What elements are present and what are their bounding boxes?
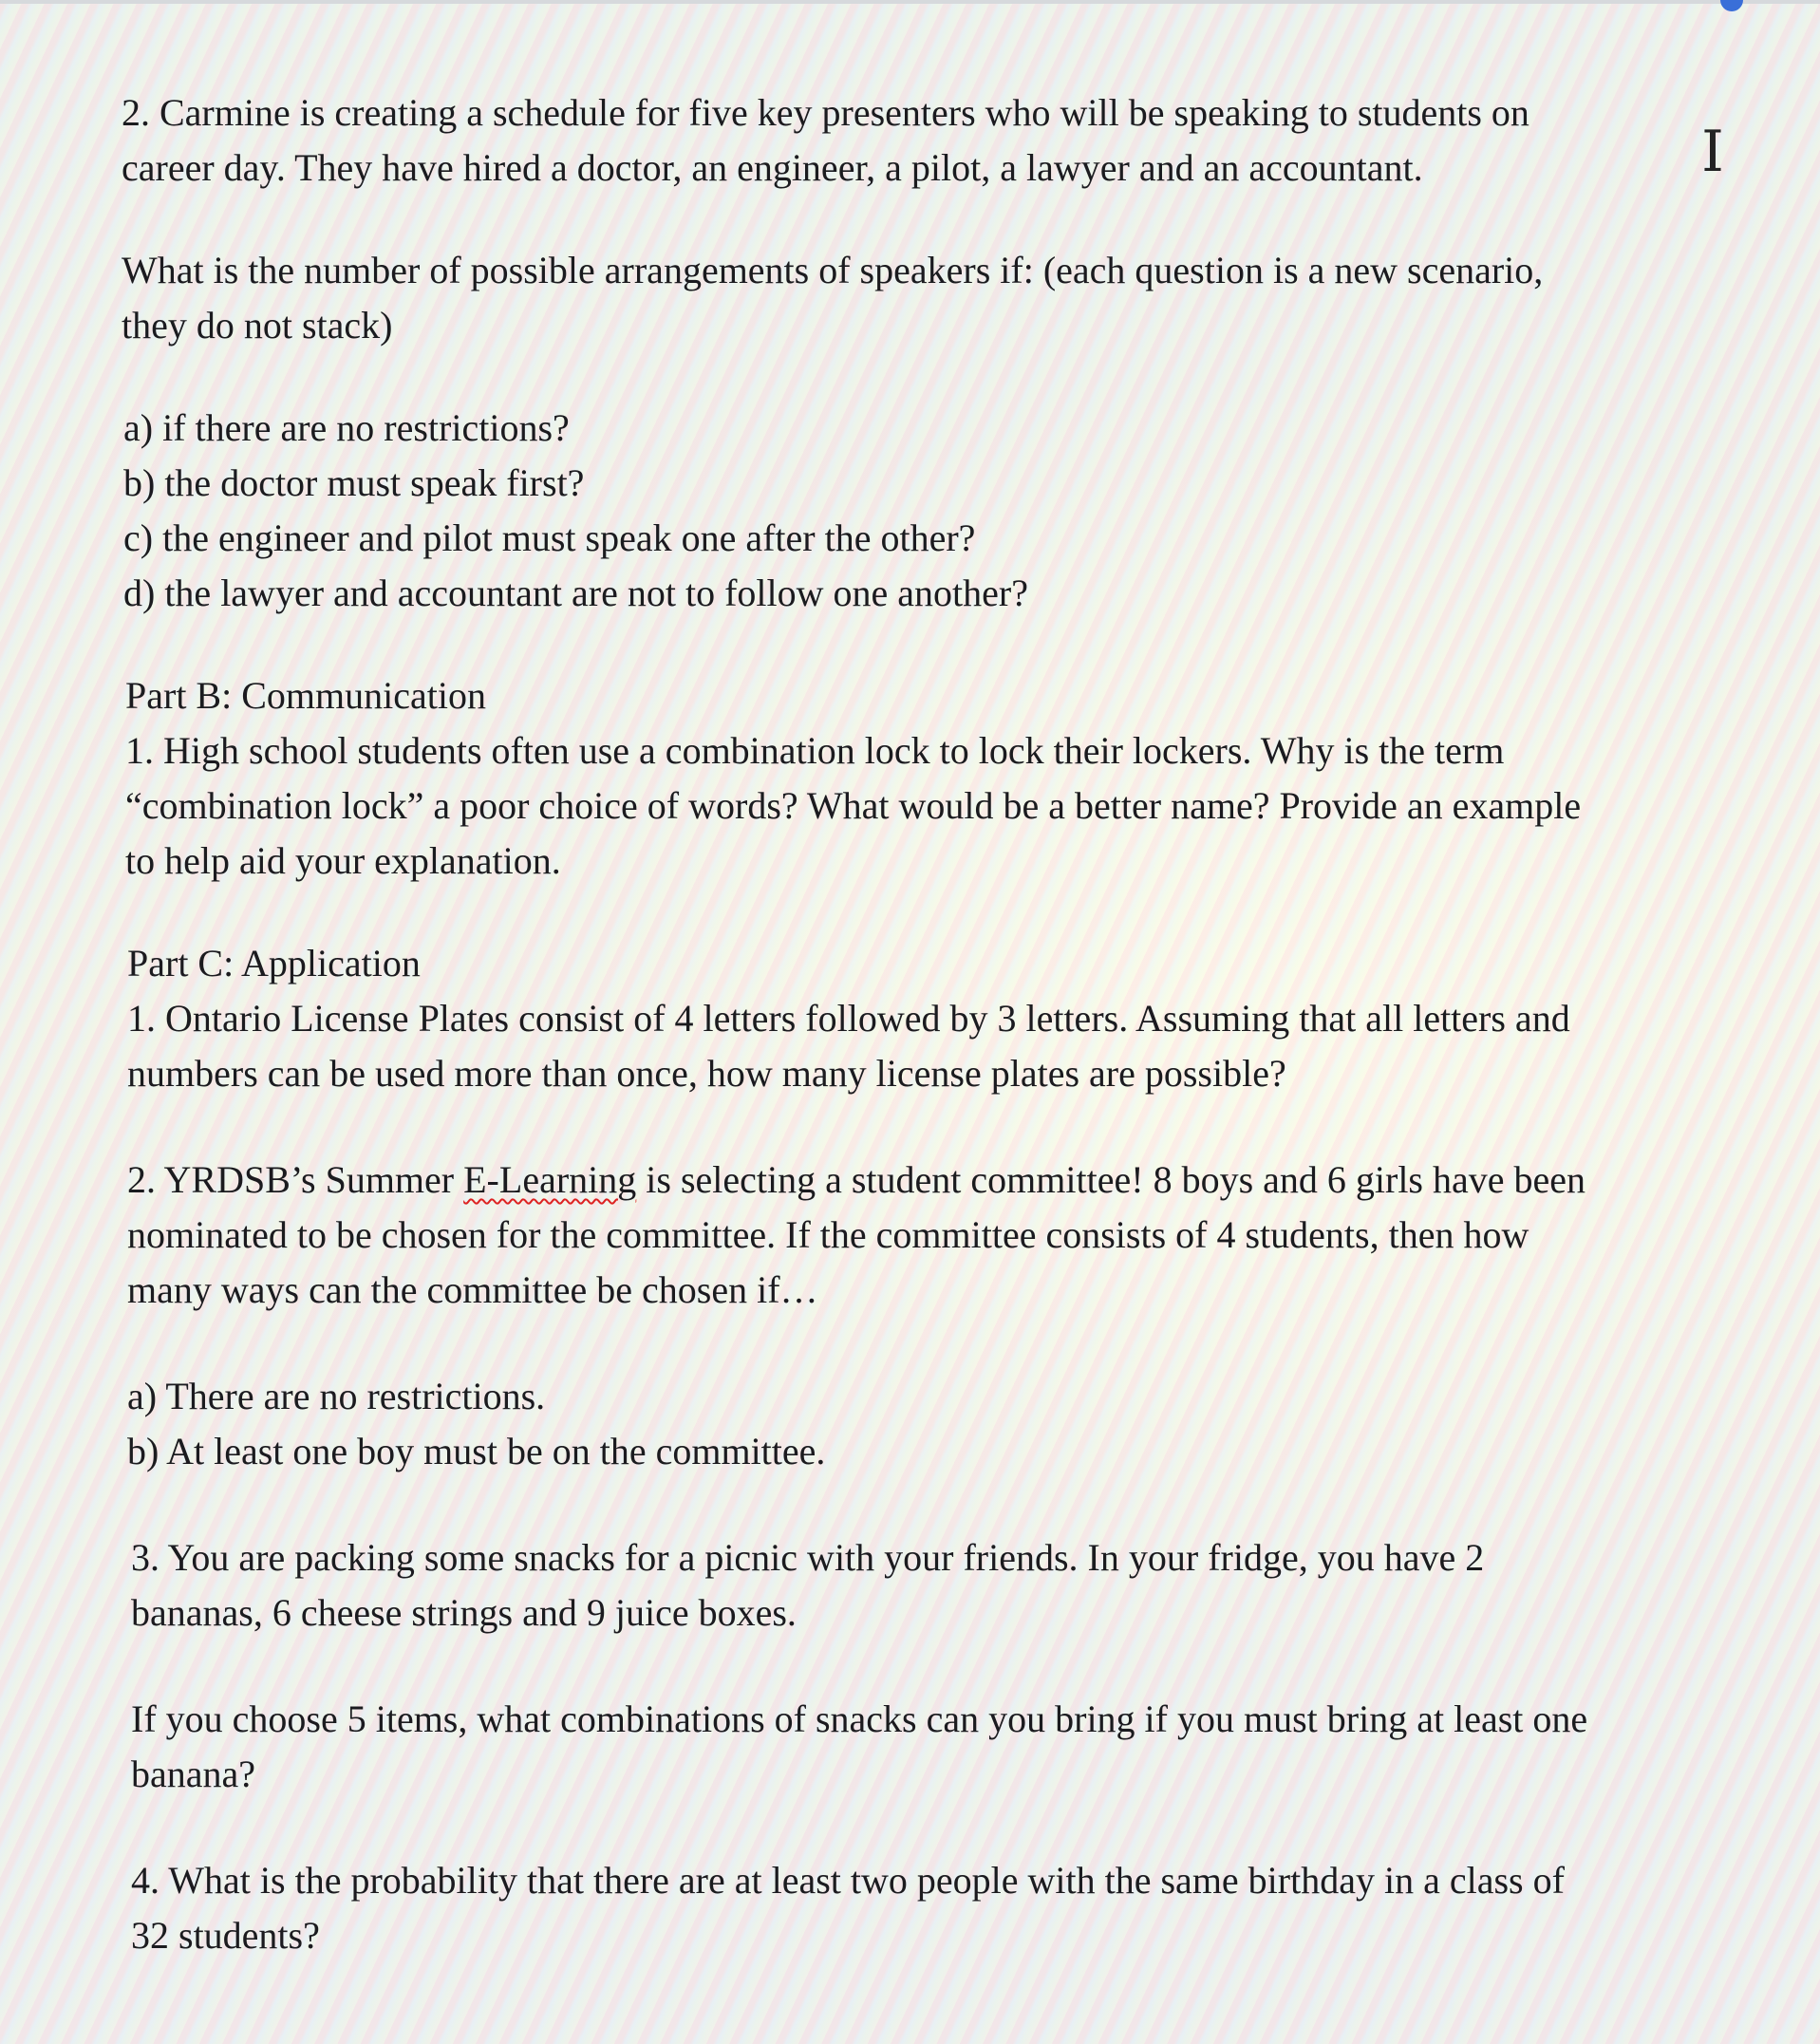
q2-prompt-line1: What is the number of possible arrangements of speakers if: (each question is a new scenario, xyxy=(122,249,1544,291)
part-c-q1-line2: numbers can be used more than once, how many license plates are possible? xyxy=(127,1052,1286,1095)
q2-intro-line1: 2. Carmine is creating a schedule for five key presenters who will be speaking to students on xyxy=(122,91,1529,134)
q2-part-c: c) the engineer and pilot must speak one after the other? xyxy=(123,516,976,559)
document-body[interactable] xyxy=(114,85,1709,1963)
part-c-q3-line2: bananas, 6 cheese strings and 9 juice boxes. xyxy=(131,1591,797,1634)
part-b-heading: Part B: Communication xyxy=(125,674,486,717)
part-c-q4-line1: 4. What is the probability that there are at least two people with the same birthday in a class of xyxy=(131,1859,1565,1902)
part-c-q3-prompt-line2: banana? xyxy=(131,1753,256,1795)
part-c-q2-line3: many ways can the committee be chosen if… xyxy=(127,1268,818,1311)
text-cursor-icon: I xyxy=(1701,119,1724,185)
spellcheck-word[interactable]: E-Learning xyxy=(463,1158,637,1201)
part-c-q2-part-b: b) At least one boy must be on the committee. xyxy=(127,1430,826,1472)
part-c-q2-line2: nominated to be chosen for the committee. If the committee consists of 4 students, then how xyxy=(127,1213,1529,1256)
part-c-q2-line1 xyxy=(127,1153,1709,1208)
part-c-heading: Part C: Application xyxy=(127,942,421,984)
part-b-q1-line3: to help aid your explanation. xyxy=(125,839,561,882)
part-c-q2-part-a: a) There are no restrictions. xyxy=(127,1375,546,1417)
part-c-q2-line1-pre: 2. YRDSB’s Summer xyxy=(127,1158,464,1201)
part-c-q4-line2: 32 students? xyxy=(131,1914,320,1957)
scroll-marker-icon[interactable] xyxy=(1720,0,1743,11)
part-b-q1-line1: 1. High school students often use a combination lock to lock their lockers. Why is the term xyxy=(125,729,1505,772)
part-c-q1-line1: 1. Ontario License Plates consist of 4 letters followed by 3 letters. Assuming that all letters and xyxy=(127,997,1570,1040)
part-c-q2-line1-post: is selecting a student committee! 8 boys and 6 girls have been xyxy=(636,1158,1586,1201)
part-b-q1-line2: “combination lock” a poor choice of words? What would be a better name? Provide an example xyxy=(125,784,1582,827)
q2-prompt-line2: they do not stack) xyxy=(122,304,393,347)
q2-part-a: a) if there are no restrictions? xyxy=(123,406,570,449)
part-c-q3-prompt-line1: If you choose 5 items, what combinations of snacks can you bring if you must bring at least one xyxy=(131,1697,1588,1740)
top-divider xyxy=(0,0,1820,4)
part-c-q3-line1: 3. You are packing some snacks for a picnic with your friends. In your fridge, you have 2 xyxy=(131,1536,1485,1579)
q2-intro-line2: career day. They have hired a doctor, an engineer, a pilot, a lawyer and an accountant. xyxy=(122,146,1423,189)
q2-part-b: b) the doctor must speak first? xyxy=(123,461,585,504)
q2-part-d: d) the lawyer and accountant are not to follow one another? xyxy=(123,572,1028,614)
